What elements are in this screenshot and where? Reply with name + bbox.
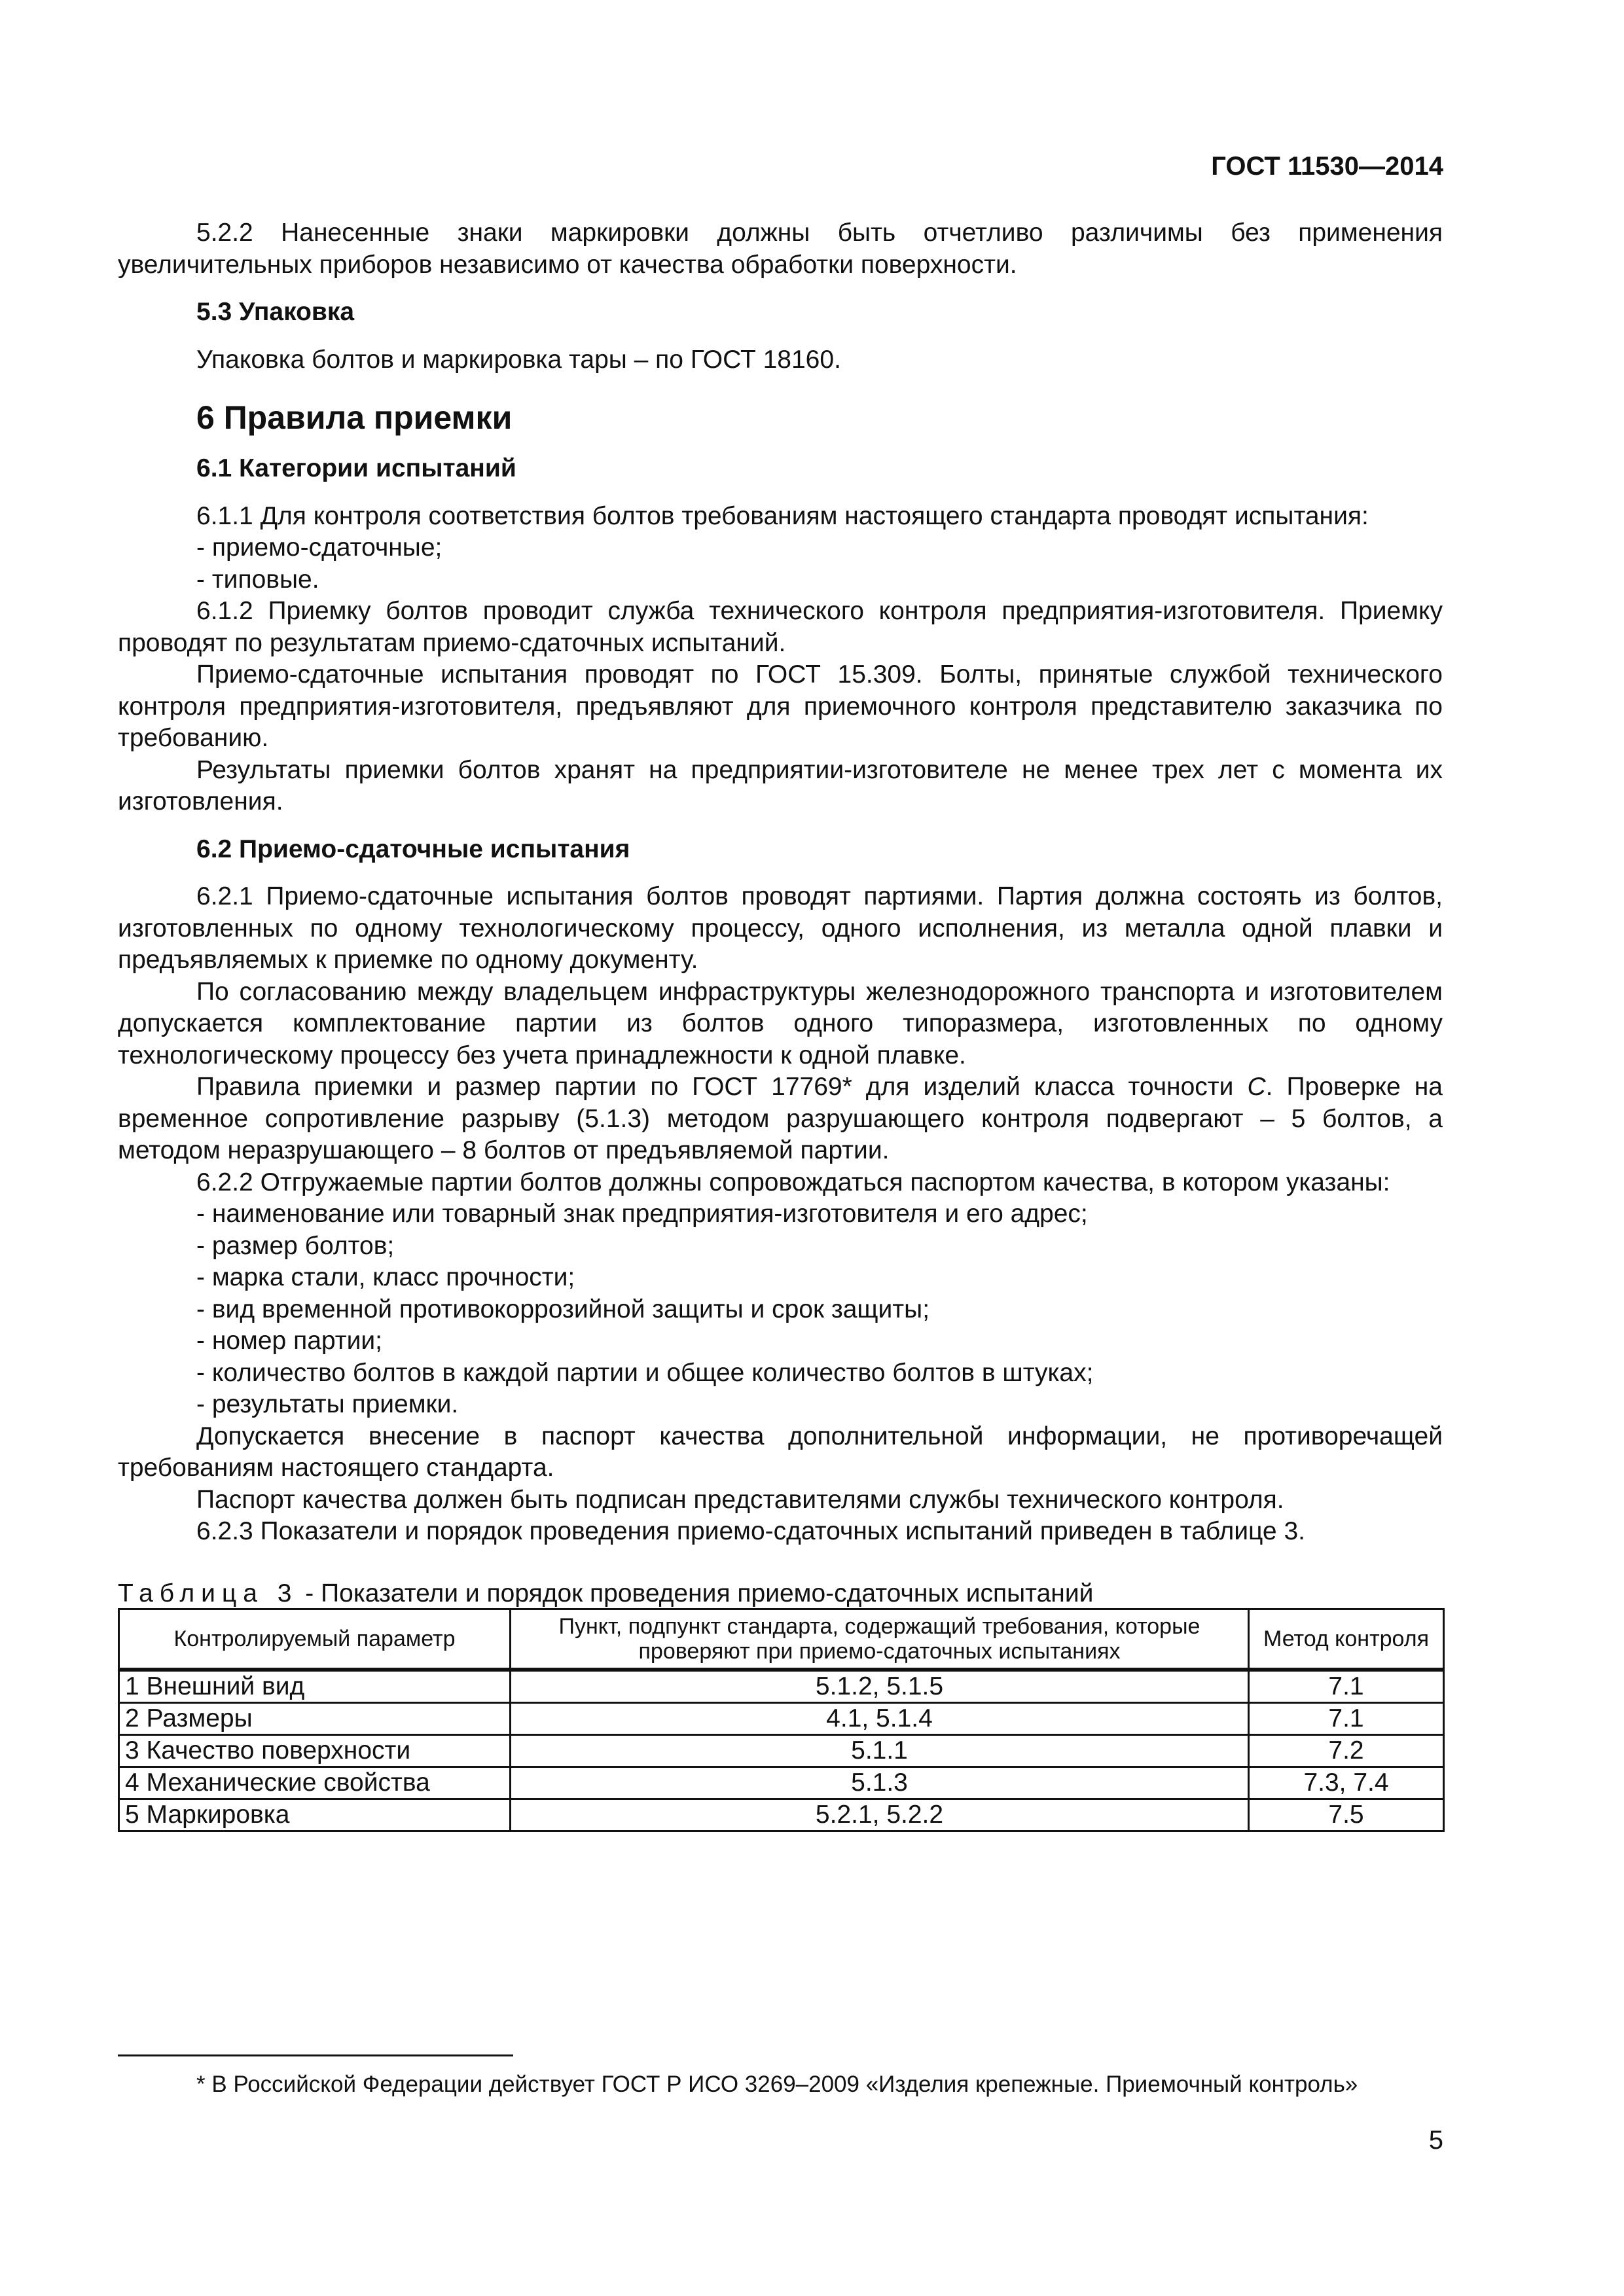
cell-parameter: 3 Качество поверхности <box>119 1734 511 1767</box>
paragraph-6-2-2: 6.2.2 Отгружаемые партии болтов должны сопровождаться паспортом качества, в котором указаны: <box>196 1168 1390 1196</box>
header-method: Метод контроля <box>1249 1609 1444 1670</box>
list-item: - наименование или товарный знак предприятия-изготовителя и его адрес; <box>196 1200 1088 1228</box>
list-item: - вид временной противокоррозийной защиты и срок защиты; <box>196 1295 930 1323</box>
text-segment: . Проверке на временное сопротивление разрыву (5.1.3) методом разрушающего контроля подвергают – 5 болтов, а методом неразрушающего – 8 болтов от предъявляемой партии. <box>118 1073 1443 1164</box>
cell-method: 7.1 <box>1249 1670 1444 1703</box>
paragraph-6-2-3: 6.2.3 Показатели и порядок проведения приемо-сдаточных испытаний приведен в таблице 3. <box>196 1517 1305 1545</box>
list-item: - приемо-сдаточные; <box>196 533 442 562</box>
table-caption-label: Таблица 3 <box>118 1579 298 1607</box>
cell-method: 7.3, 7.4 <box>1249 1767 1444 1799</box>
list-item: - типовые. <box>196 565 319 594</box>
footnote-divider <box>118 2054 513 2056</box>
cell-method: 7.1 <box>1249 1702 1444 1734</box>
document-id: ГОСТ 11530—2014 <box>1211 152 1443 181</box>
paragraph-6-1-1: 6.1.1 Для контроля соответствия болтов требованиям настоящего стандарта проводят испытания: <box>196 501 1369 530</box>
list-item: - номер партии; <box>196 1327 382 1355</box>
paragraph-6-1-2: 6.1.2 Приемку болтов проводит служба технического контроля предприятия-изготовителя. Приемку проводят по результатам приемо-сдаточных испытаний. <box>118 597 1443 657</box>
heading-5-3: 5.3 Упаковка <box>196 298 355 326</box>
cell-method: 7.5 <box>1249 1799 1444 1831</box>
paragraph-6-2-1-b: По согласованию между владельцем инфраструктуры железнодорожного транспорта и изготовителем допускается комплектование партии из болтов одного типоразмера, изготовленных по одному технологическому процессу без учета принадлежности к одной плавке. <box>118 977 1443 1069</box>
list-item: - количество болтов в каждой партии и общее количество болтов в штуках; <box>196 1358 1094 1387</box>
paragraph-5-3: Упаковка болтов и маркировка тары – по ГОСТ 18160. <box>196 345 841 374</box>
cell-method: 7.2 <box>1249 1734 1444 1767</box>
page-body <box>118 217 1443 1832</box>
cell-parameter: 2 Размеры <box>119 1702 511 1734</box>
paragraph-6-2-2-b: Допускается внесение в паспорт качества дополнительной информации, не противоречащей требованиям настоящего стандарта. <box>118 1422 1443 1482</box>
paragraph-6-1-2-c: Результаты приемки болтов хранят на предприятии-изготовителе не менее трех лет с момента их изготовления. <box>118 755 1443 816</box>
table-caption-text: - Показатели и порядок проведения приемо-сдаточных испытаний <box>298 1579 1094 1607</box>
paragraph-6-2-1-c <box>118 1071 1443 1167</box>
cell-clause: 5.1.2, 5.1.5 <box>511 1670 1249 1703</box>
accuracy-class: С <box>1247 1073 1266 1101</box>
table-row <box>119 1767 1444 1799</box>
header-clause: Пункт, подпункт стандарта, содержащий требования, которые проверяют при приемо-сдаточных испытаниях <box>511 1609 1249 1670</box>
table-row <box>119 1670 1444 1703</box>
heading-6-1: 6.1 Категории испытаний <box>196 454 516 482</box>
table-row <box>119 1734 1444 1767</box>
table-caption <box>118 1579 1443 1608</box>
paragraph-6-2-2-c: Паспорт качества должен быть подписан представителями службы технического контроля. <box>196 1485 1284 1514</box>
table-row <box>119 1799 1444 1831</box>
cell-parameter: 1 Внешний вид <box>119 1670 511 1703</box>
list-item: - марка стали, класс прочности; <box>196 1263 575 1291</box>
table-row <box>119 1702 1444 1734</box>
heading-6-2: 6.2 Приемо-сдаточные испытания <box>196 834 630 863</box>
cell-clause: 4.1, 5.1.4 <box>511 1702 1249 1734</box>
list-item: - результаты приемки. <box>196 1390 459 1418</box>
cell-parameter: 4 Механические свойства <box>119 1767 511 1799</box>
cell-clause: 5.2.1, 5.2.2 <box>511 1799 1249 1831</box>
cell-clause: 5.1.1 <box>511 1734 1249 1767</box>
cell-clause: 5.1.3 <box>511 1767 1249 1799</box>
cell-parameter: 5 Маркировка <box>119 1799 511 1831</box>
table-3 <box>118 1608 1445 1832</box>
paragraph-5-2-2: 5.2.2 Нанесенные знаки маркировки должны быть отчетливо различимы без применения увеличительных приборов независимо от качества обработки поверхности. <box>118 219 1443 279</box>
footnote: * В Российской Федерации действует ГОСТ Р ИСО 3269–2009 «Изделия крепежные. Приемочный контроль» <box>196 2072 1358 2097</box>
table-header-row <box>119 1609 1444 1670</box>
text-segment: Правила приемки и размер партии по ГОСТ 17769* для изделий класса точности <box>196 1073 1248 1101</box>
header-parameter: Контролируемый параметр <box>119 1609 511 1670</box>
page-number: 5 <box>1428 2126 1443 2155</box>
paragraph-6-1-2-b: Приемо-сдаточные испытания проводят по ГОСТ 15.309. Болты, принятые службой технического контроля предприятия-изготовителя, предъявляют для приемочного контроля представителю заказчика по требованию. <box>118 660 1443 752</box>
heading-section-6: 6 Правила приемки <box>196 399 513 436</box>
paragraph-6-2-1: 6.2.1 Приемо-сдаточные испытания болтов проводят партиями. Партия должна состоять из болтов, изготовленных по одному технологическому процессу, одного исполнения, из металла одной плавки и предъявляемых к приемке по одному документу. <box>118 882 1443 974</box>
list-item: - размер болтов; <box>196 1231 395 1260</box>
